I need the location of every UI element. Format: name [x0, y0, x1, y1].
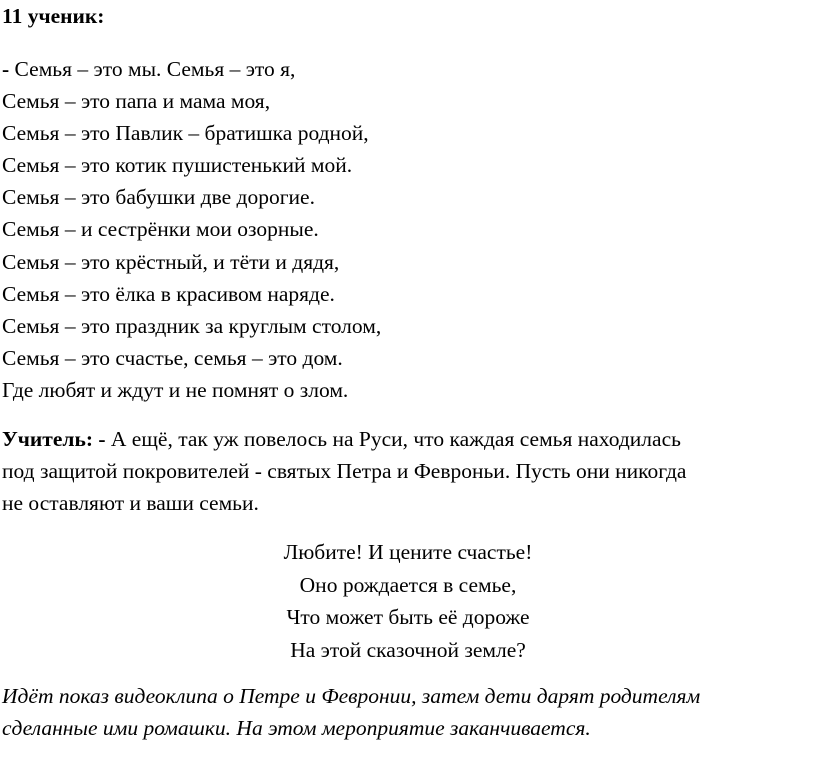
teacher-line	[2, 423, 802, 455]
verse-line: Что может быть её дороже	[286, 605, 530, 629]
stage-direction-note	[2, 680, 812, 744]
poem-dash: -	[2, 57, 10, 81]
poem-line: Семья – это счастье, семья – это дом.	[2, 345, 343, 370]
poem-line: Семья – и сестрёнки мои озорные.	[2, 217, 319, 242]
verse-line: На этой сказочной земле?	[290, 637, 526, 662]
poem-line: Где любят и ждут и не помнят о злом.	[2, 377, 349, 402]
poem-line: Семья – это праздник за круглым столом,	[2, 313, 382, 338]
poem-line: Семья – это ёлка в красивом наряде.	[2, 281, 335, 306]
note-line: Идёт показ видеоклипа о Петре и Февронии, затем дети дарят родителям	[2, 684, 701, 708]
poem-line: Семья – это Павлик – братишка родной,	[2, 121, 369, 146]
verse-line: Оно рождается в семье,	[299, 572, 517, 597]
note-line: сделанные ими ромашки. На этом мероприятие заканчивается.	[2, 716, 591, 740]
teacher-line: под защитой покровителей - святых Петра и Февроньи. Пусть они никогда	[2, 459, 687, 483]
poem-line: Семья – это котик пушистенький мой.	[2, 153, 353, 178]
teacher-line: не оставляют и ваши семьи.	[2, 491, 259, 515]
speaker-heading: 11 ученик:	[2, 4, 105, 28]
teacher-paragraph	[2, 423, 802, 519]
family-poem	[2, 53, 381, 406]
poem-line: Семья – это папа и мама моя,	[2, 89, 271, 114]
poem-line-text: Семья – это мы. Семья – это я,	[14, 57, 296, 81]
teacher-line-text: А ещё, так уж повелось на Руси, что каждая семья находилась	[110, 427, 681, 451]
centered-verse	[0, 536, 816, 666]
poem-line: Семья – это крёстный, и тёти и дядя,	[2, 249, 340, 274]
poem-line	[2, 53, 381, 85]
verse-line: Любите! И цените счастье!	[283, 540, 533, 564]
teacher-speaker-label: Учитель: -	[2, 427, 106, 451]
poem-line: Семья – это бабушки две дорогие.	[2, 185, 315, 210]
